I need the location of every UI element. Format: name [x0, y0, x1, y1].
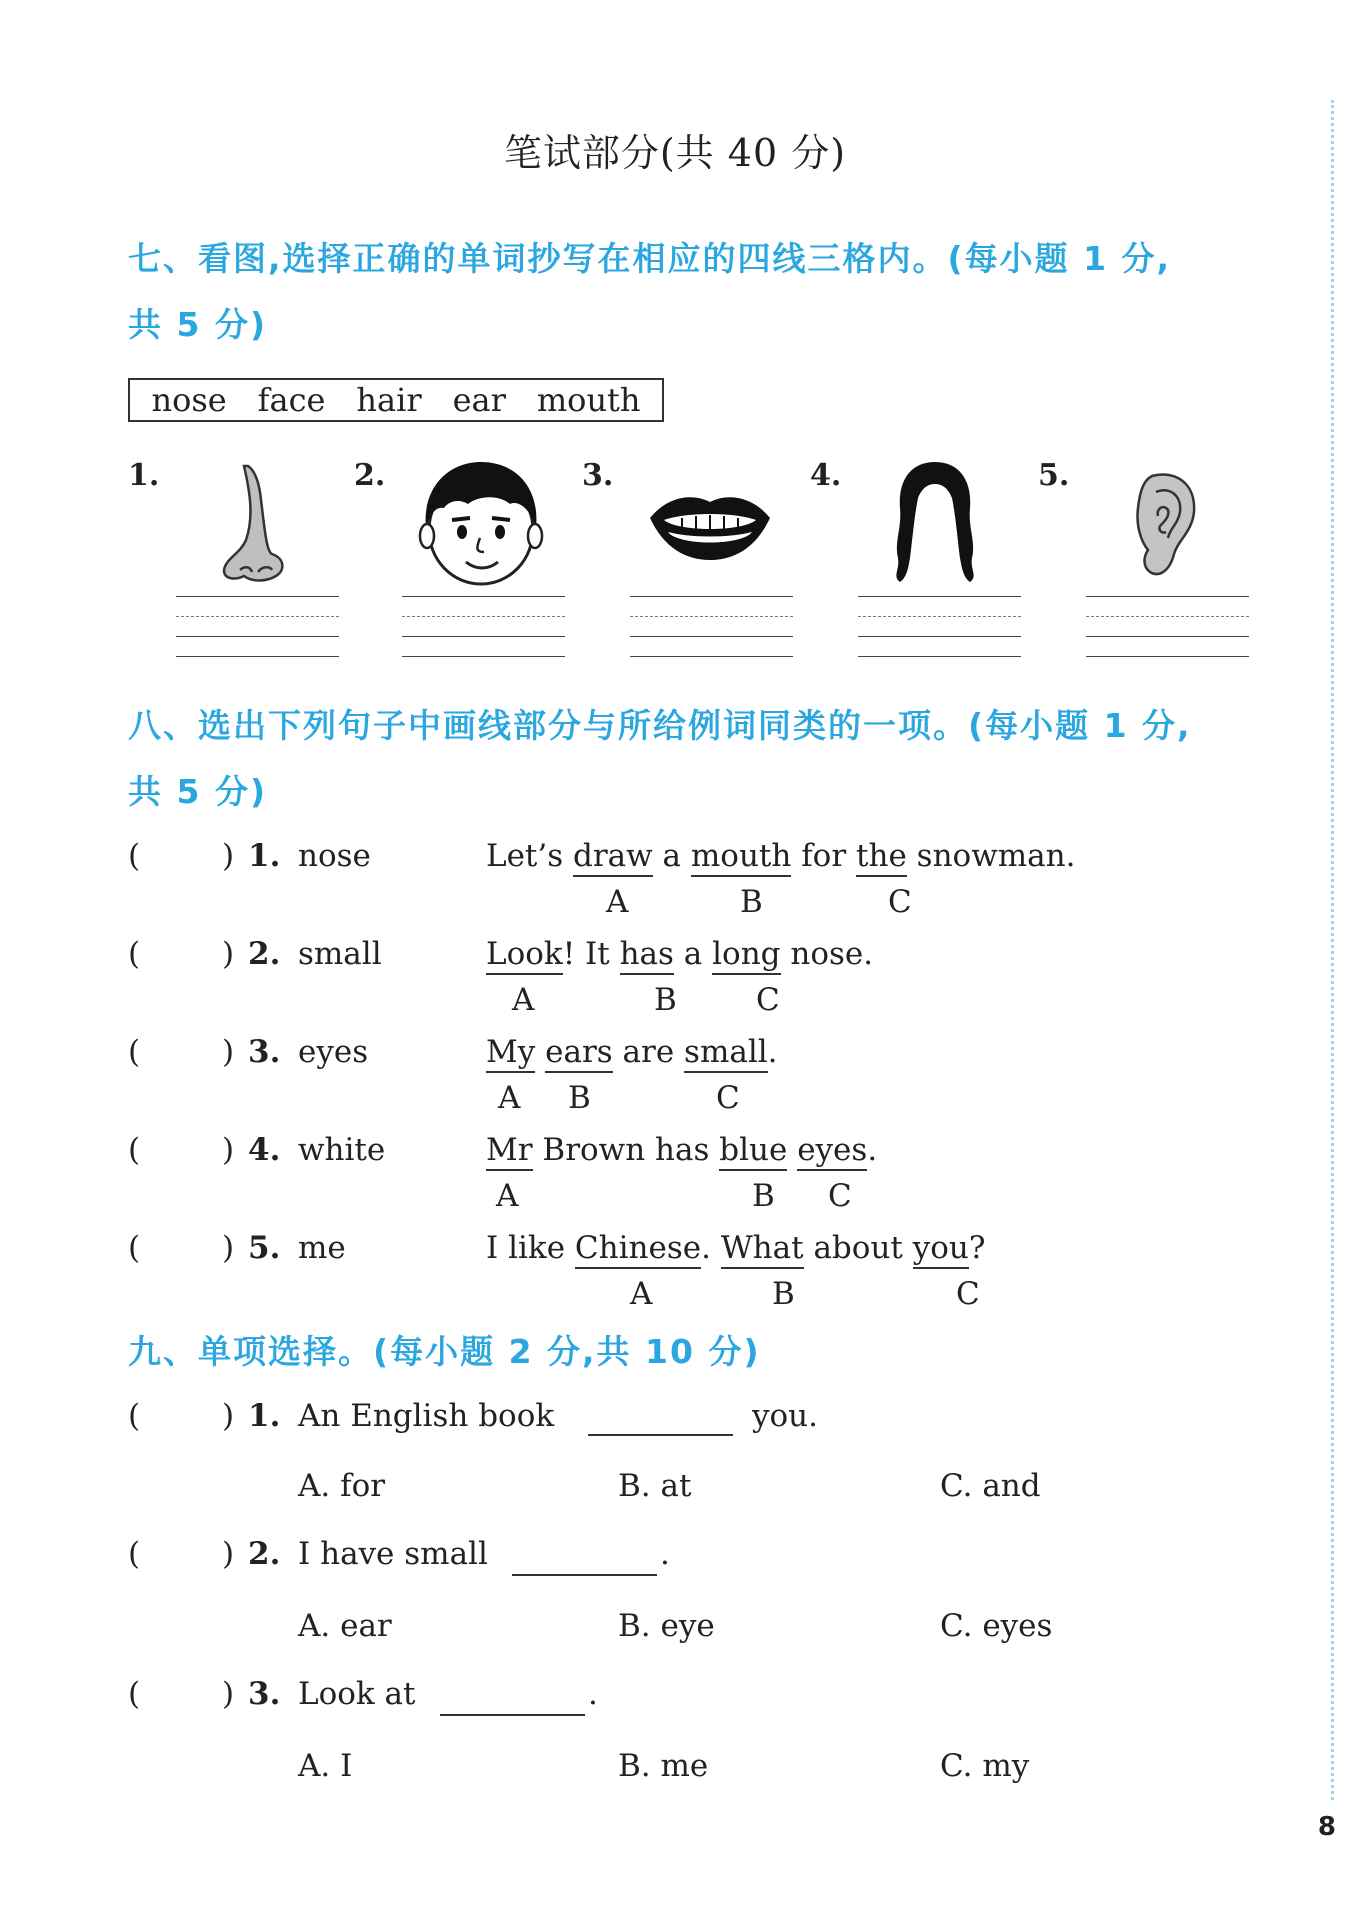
answer-paren-open[interactable]: ( [128, 1398, 141, 1434]
underlined-c: eyes [797, 1132, 867, 1171]
section8-heading-line2: 共 5 分) [128, 772, 268, 811]
label-c: C [888, 884, 912, 920]
option-c[interactable]: C. my [940, 1748, 1030, 1784]
example-word: small [298, 936, 382, 972]
sentence: Let’s draw a mouth for the snowman. [486, 838, 1075, 874]
question-text-after: . [588, 1676, 598, 1712]
question-number: 4. [248, 1132, 281, 1168]
answer-paren-open[interactable]: ( [128, 1536, 141, 1572]
page-number: 8 [1317, 1812, 1336, 1842]
word-bank-item: hair [356, 381, 422, 419]
hair-icon [892, 458, 978, 586]
label-b: B [568, 1080, 591, 1116]
question-text-before: Look at [298, 1676, 416, 1712]
answer-paren-close: ) [222, 1398, 235, 1434]
answer-paren-close: ) [222, 1536, 235, 1572]
picture-number: 4. [810, 458, 842, 493]
answer-paren-open[interactable]: ( [128, 936, 141, 972]
example-word: white [298, 1132, 386, 1168]
option-a[interactable]: A. I [298, 1748, 353, 1784]
underlined-c: you [913, 1230, 969, 1269]
sentence: Mr Brown has blue eyes. [486, 1132, 877, 1168]
sentence: My ears are small. [486, 1034, 778, 1070]
underlined-b: has [620, 936, 674, 975]
option-c[interactable]: C. eyes [940, 1608, 1053, 1644]
label-b: B [740, 884, 763, 920]
question-text-after: . [660, 1536, 670, 1572]
option-a[interactable]: A. ear [298, 1608, 392, 1644]
answer-paren-close: ) [222, 1230, 235, 1266]
underlined-b: blue [719, 1132, 787, 1171]
question-text-before: I have small [298, 1536, 488, 1572]
label-c: C [716, 1080, 740, 1116]
label-a: A [496, 1178, 519, 1214]
ear-icon [1130, 470, 1200, 580]
question-number: 1. [248, 1398, 281, 1434]
question-number: 1. [248, 838, 281, 874]
answer-paren-open[interactable]: ( [128, 838, 141, 874]
label-b: B [772, 1276, 795, 1312]
option-c[interactable]: C. and [940, 1468, 1041, 1504]
question-number: 2. [248, 1536, 281, 1572]
word-bank-item: face [257, 381, 326, 419]
underlined-c: the [856, 838, 907, 877]
label-a: A [512, 982, 535, 1018]
answer-paren-open[interactable]: ( [128, 1034, 141, 1070]
question-text-before: An English book [298, 1398, 555, 1434]
question-number: 2. [248, 936, 281, 972]
underlined-a: Chinese [575, 1230, 701, 1269]
underlined-b: ears [545, 1034, 613, 1073]
nose-icon [214, 462, 294, 584]
option-b[interactable]: B. me [618, 1748, 709, 1784]
face-icon [418, 458, 544, 586]
label-c: C [828, 1178, 852, 1214]
option-b[interactable]: B. eye [618, 1608, 715, 1644]
writing-lines-4[interactable] [858, 596, 1021, 658]
underlined-b: What [721, 1230, 804, 1269]
section9-heading: 九、单项选择。(每小题 2 分,共 10 分) [128, 1332, 761, 1371]
example-word: nose [298, 838, 371, 874]
word-bank-item: ear [452, 381, 506, 419]
example-word: eyes [298, 1034, 369, 1070]
sentence: I like Chinese. What about you? [486, 1230, 986, 1266]
answer-paren-close: ) [222, 838, 235, 874]
underlined-a: draw [573, 838, 653, 877]
answer-paren-close: ) [222, 936, 235, 972]
label-b: B [752, 1178, 775, 1214]
mouth-icon [646, 488, 774, 564]
label-b: B [654, 982, 677, 1018]
label-c: C [956, 1276, 980, 1312]
picture-number: 2. [354, 458, 386, 493]
answer-paren-open[interactable]: ( [128, 1230, 141, 1266]
sentence: Look! It has a long nose. [486, 936, 873, 972]
example-word: me [298, 1230, 346, 1266]
picture-number: 5. [1038, 458, 1070, 493]
answer-paren-close: ) [222, 1676, 235, 1712]
underlined-a: Look [486, 936, 563, 975]
word-bank [128, 378, 664, 422]
label-c: C [756, 982, 780, 1018]
writing-lines-2[interactable] [402, 596, 565, 658]
option-a[interactable]: A. for [298, 1468, 386, 1504]
label-a: A [498, 1080, 521, 1116]
picture-number: 3. [582, 458, 614, 493]
word-bank-item: nose [151, 381, 227, 419]
option-b[interactable]: B. at [618, 1468, 692, 1504]
answer-paren-close: ) [222, 1132, 235, 1168]
margin-dotted-rule [1331, 100, 1334, 1800]
underlined-a: My [486, 1034, 535, 1073]
fill-blank[interactable] [588, 1404, 733, 1436]
question-text-after: you. [752, 1398, 818, 1434]
picture-number: 1. [128, 458, 160, 493]
page-title: 笔试部分(共 40 分) [503, 131, 847, 175]
question-number: 3. [248, 1034, 281, 1070]
underlined-c: small [684, 1034, 768, 1073]
answer-paren-open[interactable]: ( [128, 1132, 141, 1168]
question-number: 3. [248, 1676, 281, 1712]
underlined-b: mouth [691, 838, 791, 877]
question-number: 5. [248, 1230, 281, 1266]
writing-lines-1[interactable] [176, 596, 339, 658]
underlined-c: long [712, 936, 780, 975]
writing-lines-5[interactable] [1086, 596, 1249, 658]
answer-paren-open[interactable]: ( [128, 1676, 141, 1712]
label-a: A [630, 1276, 653, 1312]
section7-heading-line1: 七、看图,选择正确的单词抄写在相应的四线三格内。(每小题 1 分, [128, 239, 1172, 278]
answer-paren-close: ) [222, 1034, 235, 1070]
underlined-a: Mr [486, 1132, 533, 1171]
word-bank-item: mouth [536, 381, 641, 419]
fill-blank[interactable] [512, 1544, 657, 1576]
writing-lines-3[interactable] [630, 596, 793, 658]
section8-heading-line1: 八、选出下列句子中画线部分与所给例词同类的一项。(每小题 1 分, [128, 706, 1192, 745]
label-a: A [606, 884, 629, 920]
section7-heading-line2: 共 5 分) [128, 305, 268, 344]
fill-blank[interactable] [440, 1684, 585, 1716]
